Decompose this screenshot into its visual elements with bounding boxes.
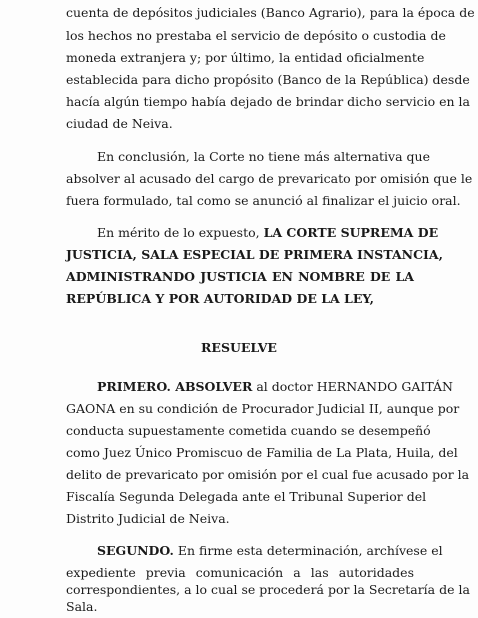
merit-line-2: JUSTICIA, SALA ESPECIAL DE PRIMERA INSTANCIA, — [66, 247, 443, 262]
merit-line-1 — [97, 225, 439, 240]
intro-line-5: hacía algún tiempo había dejado de brindar dicho servicio en la — [66, 94, 470, 109]
primero-line-1-rest: al doctor HERNANDO GAITÁN — [252, 379, 453, 394]
intro-line-3: moneda extranjera y; por último, la entidad oficialmente — [66, 50, 425, 65]
primero-label: PRIMERO. ABSOLVER — [97, 379, 253, 394]
merit-line-4: REPÚBLICA Y POR AUTORIDAD DE LA LEY, — [66, 291, 375, 306]
intro-line-6: ciudad de Neiva. — [66, 116, 173, 131]
conclusion-line-1: En conclusión, la Corte no tiene más alternativa que — [97, 149, 430, 164]
primero-line-7: Distrito Judicial de Neiva. — [66, 511, 230, 526]
segundo-line-4: Sala. — [66, 599, 98, 614]
segundo-line-1 — [97, 543, 443, 558]
primero-line-5: delito de prevaricato por omisión por el cual fue acusado por la — [66, 467, 470, 482]
primero-line-4: como Juez Único Promiscuo de Familia de La Plata, Huila, del — [66, 445, 458, 460]
segundo-line-3: correspondientes, a lo cual se procederá por la Secretaría de la — [66, 582, 470, 597]
segundo-label: SEGUNDO. — [97, 543, 174, 558]
primero-line-1 — [97, 379, 453, 394]
conclusion-line-3: fuera formulado, tal como se anunció al finalizar el juicio oral. — [66, 193, 461, 208]
resolve-heading: RESUELVE — [201, 340, 277, 355]
primero-line-6: Fiscalía Segunda Delegada ante el Tribunal Superior del — [66, 489, 427, 504]
intro-line-4: establecida para dicho propósito (Banco de la República) desde — [66, 72, 470, 87]
merit-court-name: LA CORTE SUPREMA DE — [263, 225, 439, 240]
primero-line-3: conducta supuestamente cometida cuando se desempeñó — [66, 423, 431, 438]
intro-line-2: los hechos no prestaba el servicio de depósito o custodia de — [66, 28, 446, 43]
merit-line-3: ADMINISTRANDO JUSTICIA EN NOMBRE DE LA — [66, 269, 414, 284]
primero-line-2: GAONA en su condición de Procurador Judicial II, aunque por — [66, 401, 460, 416]
merit-intro: En mérito de lo expuesto, — [97, 225, 264, 240]
conclusion-line-2: absolver al acusado del cargo de prevaricato por omisión que le — [66, 171, 473, 186]
intro-line-1: cuenta de depósitos judiciales (Banco Agrario), para la época de — [66, 5, 475, 20]
segundo-line-2: expediente previa comunicación a las autoridades — [66, 565, 414, 580]
segundo-line-1-rest: En firme esta determinación, archívese el — [173, 543, 443, 558]
